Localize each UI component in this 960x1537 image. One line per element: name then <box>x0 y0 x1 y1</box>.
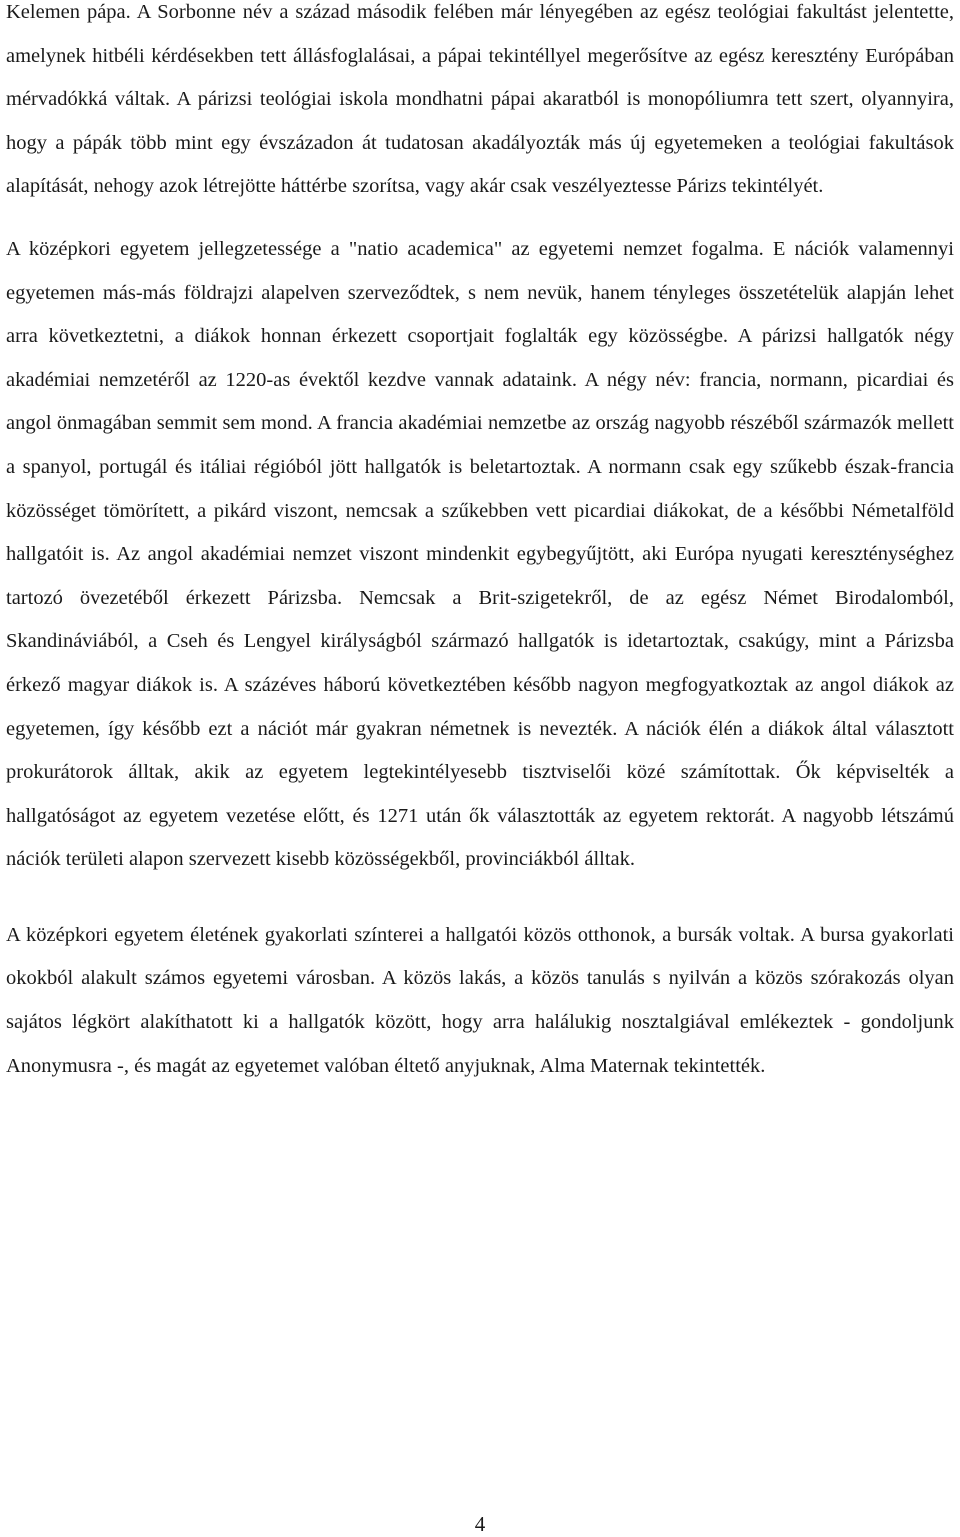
paragraph-3: A középkori egyetem életének gyakorlati színterei a hallgatói közös otthonok, a bursák voltak. A bursa gyakorlati okokból alakult számos egyetemi városban. A közös lakás, a közös tanulás s nyilván a közös szórakozás olyan sajátos légkört alakíthatott ki a hallgatók között, hogy arra halálukig nosztalgiával emlékeztek - gondoljunk Anonymusra -, és magát az egyetemet valóban éltető anyjuknak, Alma Maternak tekintették. <box>6 923 954 1077</box>
paragraph-1: Kelemen pápa. A Sorbonne név a század második felében már lényegében az egész teológiai fakultást jelentette, amelynek hitbéli kérdésekben tett állásfoglalásai, a pápai tekintéllyel megerősítve az egész keresztény Európában mérvadókká váltak. A párizsi teológiai iskola mondhatni pápai akaratból is monopóliumra tett szert, olyannyira, hogy a pápák több mint egy évszázadon át tudatosan akadályozták más új egyetemeken a teológiai fakultások alapítását, nehogy azok létrejötte háttérbe szorítsa, vagy akár csak veszélyeztesse Párizs tekintélyét. <box>6 1 954 198</box>
document-body <box>6 0 954 1088</box>
page-number: 4 <box>474 1512 486 1536</box>
paragraph-2: A középkori egyetem jellegzetessége a "natio academica" az egyetemi nemzet fogalma. E nációk valamennyi egyetemen más-más földrajzi alapelven szerveződtek, s nem nevük, hanem tényleges összetételük alapján lehet arra következtetni, a diákok honnan érkezett csoportjait foglalták egy közösségbe. A párizsi hallgatók négy akadémiai nemzetéről az 1220-as évektől kezdve vannak adataink. A négy név: francia, normann, picardiai és angol önmagában semmit sem mond. A francia akadémiai nemzetbe az ország nagyobb részéből származók mellett a spanyol, portugál és itáliai régióból jött hallgatók is beletartoztak. A normann csak egy szűkebb észak-francia közösséget tömörített, a pikárd viszont, nemcsak a szűkebben vett picardiai diákokat, de a későbbi Németalföld hallgatóit is. Az angol akadémiai nemzet viszont mindenkit egybegyűjtött, aki Európa nyugati kereszténységhez tartozó övezetéből érkezett Párizsba. Nemcsak a Brit-szigetekről, de az egész Német Birodalomból, Skandináviából, a Cseh és Lengyel királyságból származó hallgatók is idetartoztak, csakúgy, mint a Párizsba érkező magyar diákok is. A százéves háború következtében később nagyon megfogyatkoztak az angol diákok az egyetemen, így később ezt a nációt már gyakran németnek is nevezték. A nációk élén a diákok által választott prokurátorok álltak, akik az egyetem legtekintélyesebb tisztviselői közé számítottak. Ők képviselték a hallgatóságot az egyetem vezetése előtt, és 1271 után ők választották az egyetem rektorát. A nagyobb létszámú nációk területi alapon szervezett kisebb közösségekből, provinciákból álltak. <box>6 237 954 871</box>
